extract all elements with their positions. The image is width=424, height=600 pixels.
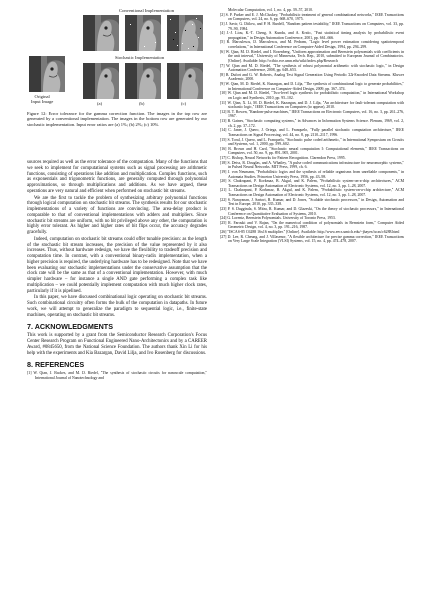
reference-item: [26] "ISCAS-85 C6288 16x16 multiplier." [Online]. Available: http://www.eecs.umich.edu/~jhayes/iscas/c6288.html [220,230,400,234]
reference-item: [25] R. Farouki and V. Rajan, "On the numerical condition of polynomials in Bernstein form," Computer Aided Geometric Design, vol. 4, no. 3, pp. 191–216, 1987. [220,220,404,230]
reference-item: [21] L. Chakrapani, P. Korkmaz, B. Akgul, and K. Palem, "Probabilistic system-on-a-chip architecture," ACM Transactions on Design Automation of Electronic Systems, vol. 12, no. 3, pp. 1–28, 2007. [220,188,404,197]
label-a: (a) [97,101,103,106]
reference-item: [11] W. Qian, X. Li, M. D. Riedel, K. Bazargan, and D. J. Lilja, "An architecture for fault-tolerant computation with stochastic logic," IEEE Transactions on Computers (to appear), 2010. [220,100,404,110]
reference-item: [18] S. Deiss, R. Douglas, and A. Whatley, "A pulse coded communications infrastructure for neuromorphic systems," in Pulsed Neural Networks. MIT Press, 1999, ch. 6. [220,160,404,170]
stochastic-image-b [125,63,161,99]
references-heading: 8. REFERENCES [27,360,85,370]
conventional-image-b [125,15,161,51]
acknowledgments-text: This work is supported by a grant from the Semiconductor Research Corporation's Focus Center Research Program on Functional Engineered Nano-Architectonics and by a CAREER Award, #0845650, from the National Science Foundation. The authors thank Xin Li for his help with the experiments and Kia Bazargan, David Lilja, and Ivo Rosenberg for discussions. [27,333,207,356]
label-conventional: Conventional Implementation [119,8,174,13]
reference-item: [22] S. Narayanan, J. Sartori, R. Kumar, and D. Jones, "Scalable stochastic processors," in Design, Automation and Test in Europe, 2010, pp. 335–338. [220,197,404,207]
reference-item: [2] S. P. Parker and E. J. McCluskey, "Probabilistic treatment of general combinational networks," IEEE Transactions on Computers, vol. 24, no. 6, pp. 668–670, 1975. [220,12,404,22]
reference-item: [4] J.-J. Liou, K.-T. Cheng, S. Kundu, and A. Krstic, "Fast statistical timing analysis by probabilistic event propagation," in Design Automation Conference, 2001, pp. 661–666. [220,31,404,40]
label-b: (b) [139,101,145,106]
body-paragraph: Indeed, computation on stochastic bit streams could offer tunable precision: as the length of the stochastic bit stream increases, the precision of the value represented by it also increases. Thus, without hardware redesign, we have the flexibility to tradeoff precision and computation time. In contrast, with a conventional binary-radix implementation, when a higher precision is required, the underlying hardware has to be redesigned. Note that we have been evaluating our stochastic implementations under the conservative assumption that the clock rate will be the same as that of a conventional implementation. However, with much simpler hardware – for instance a single AND gate performing a complex task like multiplication – we could potentially implement computation with much higher clock rates, particularly if it is pipelined. [27,236,207,294]
body-paragraph: In this paper, we have discussed combinational logic operating on stochastic bit streams. Such combinational circuitry often forms the bulk of the computation in datapaths. In future work, we will attempt to generalize the paradigm to sequential logic, i.e., finite-state machines, operating on stochastic bit streams. [27,295,207,318]
reference-item: [20] S. Chakrapani, P. Korkmaz, B. Akgul, and K. Palem, "Probabilistic system-on-a-chip architectures," ACM Transactions on Design Automation of Electronic Systems, vol. 12, no. 3, pp. 1–28, 2007. [220,179,404,188]
figure-caption: Figure 12: Error tolerance for the gamma correction function. The images in the top row are generated by a conventional implementation. The images in the bottom row are generated by our stochastic implementation. Input error ratios are (a) 1%; (b) 2%; (c) 10%. [27,111,207,127]
reference-item: [24] G. Lorentz, Bernstein Polynomials. University of Toronto Press, 1953. [220,216,336,221]
reference-item: [3] J. Savir, G. Ditlow, and P. H. Bardell, "Random pattern testability," IEEE Transactions on Computers, vol. 33, pp. 79–90, 1984. [220,21,404,31]
reference-item: [5] R. Marculescu, D. Marculescu, and M. Pedram, "Logic level power estimation considering spatiotemporal correlations," in International Conference on Computer-Aided Design, 1994, pp. 294–299. [220,40,404,49]
reference-item: [8] B. Dufort and G. W. Roberts, Analog Test Signal Generation Using Periodic ΣΔ-Encoded Data Streams. Kluwer Academic, 2000. [220,72,404,82]
reference-item: [1] W. Qian, J. Backes, and M. D. Riedel, "The synthesis of stochastic circuits for nanoscale computation," International Journal of Nanotechnology and [27,371,207,380]
acknowledgments-heading: 7. ACKNOWLEDGMENTS [27,322,113,332]
original-input-image [29,56,65,92]
reference-item: [23] P. S. Duggirala, S. Mitra, R. Kumar, and D. Glazeski, "On the theory of stochastic processors," in International Conference on Quantitative Evaluation of Systems, 2010. [220,206,404,216]
reference-item: [12] B. T. Bowen, "Random-pulse machines," IEEE Transactions on Electronic Computers, vol. 16, no. 3, pp. 261–276, 1967. [220,109,404,119]
label-stochastic: Stochastic Implementation [115,55,165,60]
stochastic-image-a [83,63,119,99]
right-column-references [220,8,404,244]
reference-item: [13] B. Gaines, "Stochastic computing systems," in Advances in Information Systems Science. Plenum, 1969, vol. 2, ch. 2, pp. 37–172. [220,119,404,128]
conventional-image-c [167,15,203,51]
reference-item: [16] B. Brown and H. Card, "Stochastic neural computation I: Computational elements," IEEE Transactions on Computers, vol. 50, no. 9, pp. 891–905, 2001. [220,146,404,156]
body-paragraph: sources required as well as the error tolerance of the computation. Many of the functions that we seek to implement for computational systems such as signal processing are arithmetic functions, consisting of operations like addition and multiplication. Complex functions, such as exponentials and trigonometric functions, are generally computed through polynomial approximations, so through multiplications and additions. As we have argued, these operations are very natural and efficient when performed on stochastic bit streams. [27,160,207,194]
reference-item: [27] D. Lee, R. Cheung, and J. Villasenor, "A flexible architecture for precise gamma correction," IEEE Transactions on Very Large Scale Integration (VLSI) Systems, vol. 15, no. 4, pp. 474–478, 2007. [220,234,404,244]
stochastic-image-c [167,63,203,99]
reference-item: [19] J. von Neumann, "Probabilistic logics and the synthesis of reliable organisms from unreliable components," in Automata Studies. Princeton University Press, 1956, pp. 43–98. [220,169,404,179]
label-original-input: Original Input Image [31,94,54,104]
reference-item: [17] C. Bishop, Neural Networks for Pattern Recognition. Clarendon Press, 1995. [220,156,346,160]
reference-item: Molecular Computation, vol. 1, no. 4, pp. 39–57, 2010. [228,8,313,12]
reference-item: [10] W. Qian and M. D. Riedel, "Two-level logic synthesis for probabilistic computation," in International Workshop on Logic and Synthesis, 2010, pp. 95–102. [220,91,404,100]
reference-item: [9] W. Qian, M. D. Riedel, K. Bazargan, and D. Lilja, "The synthesis of combinational logic to generate probabilities," in International Conference on Computer-Aided Design, 2009, pp. 367–374. [220,82,404,91]
reference-item: [14] C. Janer, J. Quero, J. Ortega, and L. Franquelo, "Fully parallel stochastic computation architecture," IEEE Transactions on Signal Processing, vol. 44, no. 8, pp. 2110–2117, 1996. [220,128,404,137]
figure-12 [27,8,207,160]
reference-item: [15] S. Toral, J. Quero, and L. Franquelo, "Stochastic pulse coded arithmetic," in International Symposium on Circuits and Systems, vol. 1, 2000, pp. 599–602. [220,137,404,147]
reference-item: [7] W. Qian and M. D. Riedel, "The synthesis of robust polynomial arithmetic with stochastic logic," in Design Automation Conference, 2008, pp. 648–653. [220,63,404,73]
left-column [27,8,207,381]
body-paragraph: We are the first to tackle the problem of synthesizing arbitrary polynomial functions through logical computation on stochastic bit streams. The synthesis results for our stochastic implementations of a variety of functions are convincing. The area-delay product is comparable to that of conventional implementations with adders and multipliers. Since stochastic bit streams are uniform, with no bit privileged above any other, the computation is highly error tolerant. As higher and higher rates of bit flips occur, the accuracy degrades gracefully. [27,195,207,235]
conventional-image-a [83,15,119,51]
reference-item: [6] W. Qian, M. D. Riedel, and I. Rosenberg, "Uniform approximation and Bernstein polynomials with coefficients in the unit interval," University of Minnesota, Tech. Rep., 2010, submitted to European Journal of Combinatorics. [Online]. Available: http://cctbio.ece.umn.edu/wiki/index.php/Research [220,49,404,63]
label-c: (c) [181,101,187,106]
